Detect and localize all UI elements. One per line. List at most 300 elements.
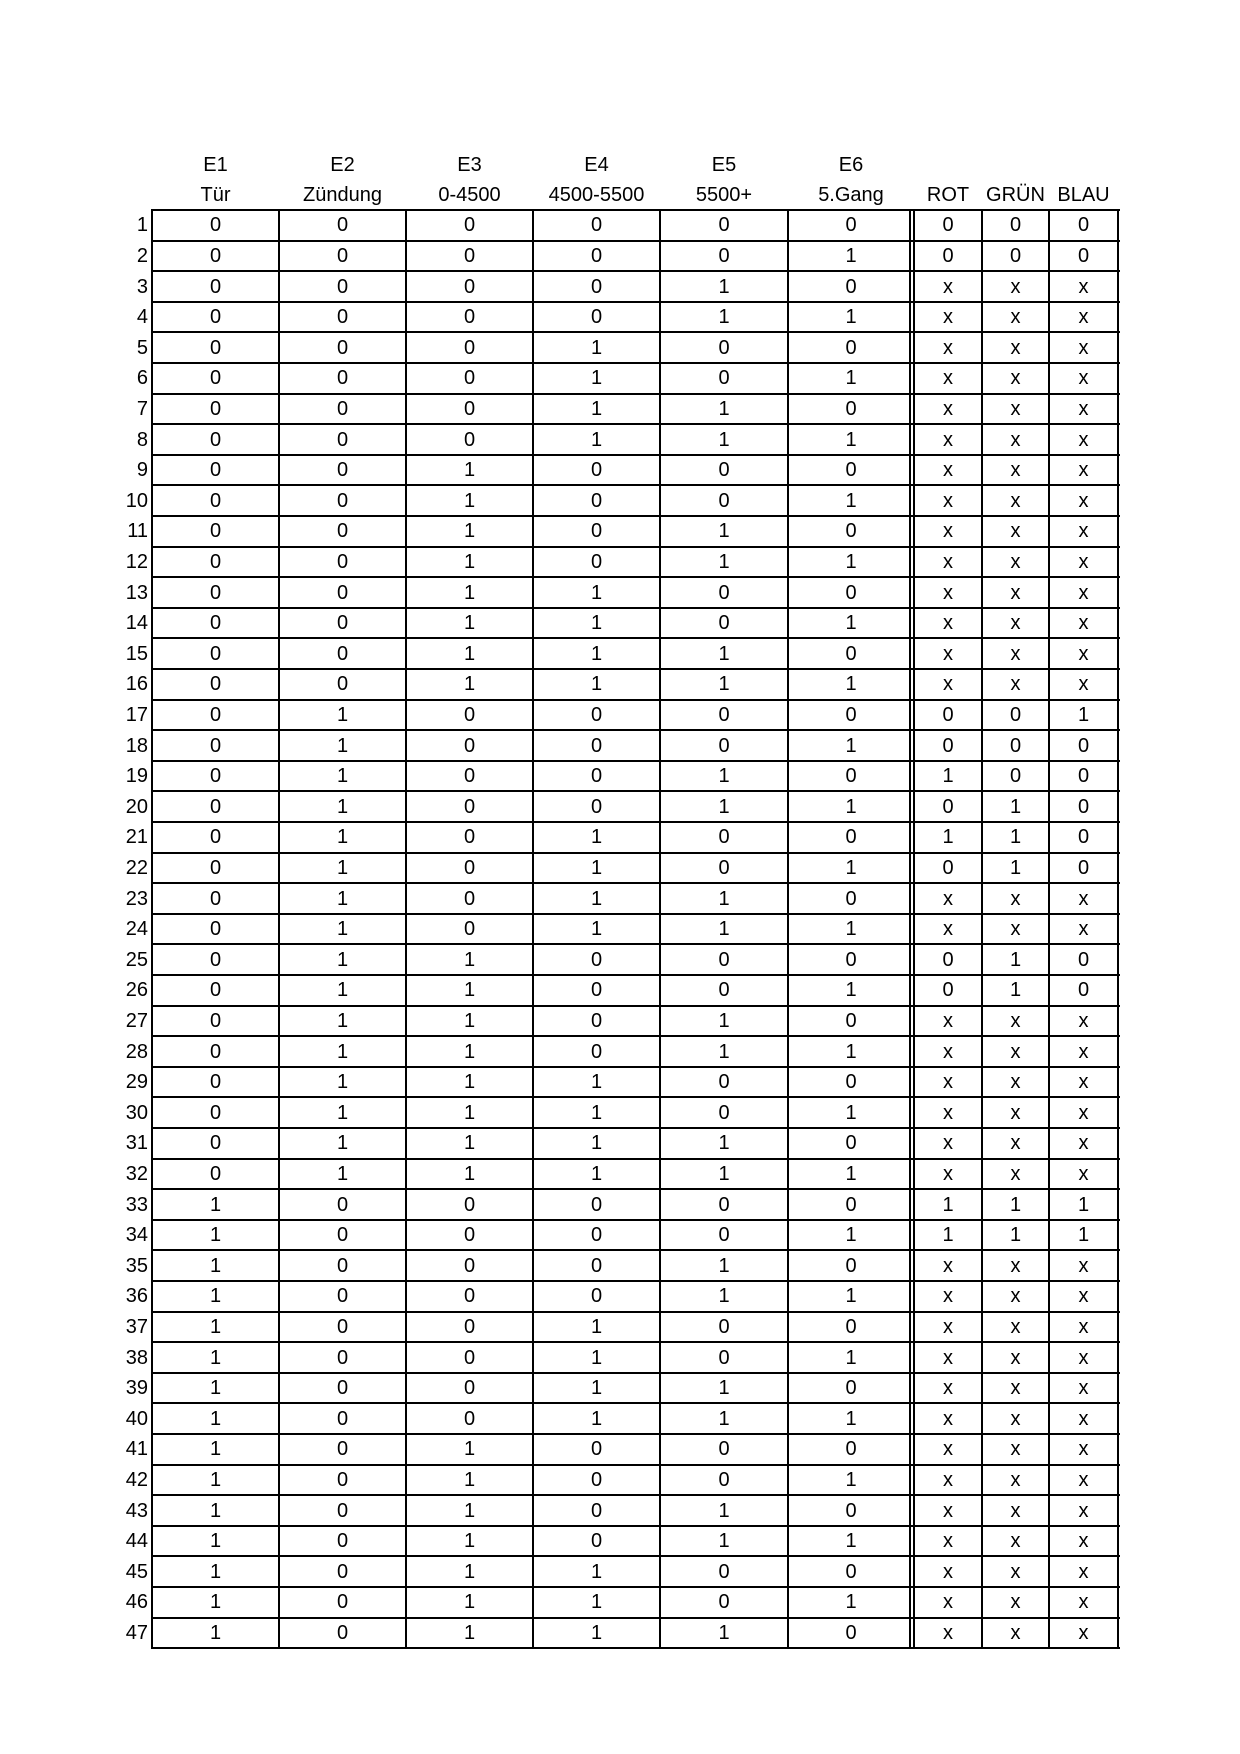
table-cell: 0 [209,918,222,941]
row-divider [152,362,1120,364]
row-number: 16 [125,673,148,696]
table-cell: 1 [336,734,349,757]
column-header-label: 5.Gang [818,184,884,206]
column-divider [659,209,661,1649]
table-cell: x [943,520,953,543]
table-cell: 0 [845,826,857,849]
row-divider [152,913,1120,915]
table-cell: 1 [463,550,476,573]
table-cell: 0 [590,1193,603,1216]
table-cell: x [943,397,953,420]
table-cell: 1 [590,1346,603,1369]
row-divider [152,576,1120,578]
table-cell: 1 [463,1132,476,1155]
row-number: 44 [125,1530,148,1553]
row-number: 20 [125,795,148,818]
table-cell: 1 [590,367,603,390]
table-cell: 0 [336,1591,349,1614]
table-cell: 1 [942,1224,954,1247]
table-cell: 0 [336,1346,349,1369]
table-cell: 1 [1009,795,1022,818]
column-divider [913,209,915,1649]
table-cell: 0 [942,244,954,267]
table-cell: x [1010,1009,1021,1032]
table-cell: 1 [718,428,730,451]
table-cell: 0 [718,581,730,604]
table-cell: 0 [463,765,476,788]
table-cell: 1 [463,1071,476,1094]
table-cell: x [943,489,953,512]
table-cell: 1 [718,1621,730,1644]
row-divider [152,699,1120,701]
table-cell: 1 [336,1101,349,1124]
table-cell: x [1078,1132,1089,1155]
table-cell: 1 [845,428,857,451]
table-cell: 1 [209,1285,222,1308]
column-divider [151,209,153,1649]
table-cell: 1 [209,1193,222,1216]
table-cell: 1 [590,336,603,359]
table-cell: 0 [336,214,349,237]
row-divider [152,1402,1120,1404]
table-cell: 0 [1009,244,1022,267]
table-cell: x [1010,459,1021,482]
table-cell: 1 [463,673,476,696]
row-number: 22 [125,856,148,879]
row-divider [152,1525,1120,1527]
row-number: 15 [125,642,148,665]
table-cell: 1 [718,1530,730,1553]
table-cell: 1 [845,918,857,941]
table-cell: 0 [209,1071,222,1094]
column-header-label: Zündung [303,184,382,206]
table-cell: x [1010,1101,1021,1124]
table-cell: 1 [1077,703,1090,726]
row-number: 21 [125,826,148,849]
table-cell: 0 [942,703,954,726]
table-cell: x [1078,459,1089,482]
table-cell: 1 [463,642,476,665]
table-cell: x [943,1285,953,1308]
table-cell: 1 [590,918,603,941]
table-cell: 1 [718,1132,730,1155]
table-cell: x [1078,1621,1089,1644]
table-cell: x [1010,1377,1021,1400]
table-cell: 0 [1077,765,1090,788]
table-cell: 0 [209,1040,222,1063]
table-cell: 1 [336,1009,349,1032]
table-cell: 1 [845,1407,857,1430]
table-cell: 0 [336,1407,349,1430]
table-cell: 0 [209,642,222,665]
table-cell: 0 [718,1193,730,1216]
table-cell: 1 [718,1009,730,1032]
table-cell: x [1010,1040,1021,1063]
table-cell: 0 [718,367,730,390]
row-number: 30 [125,1101,148,1124]
table-cell: 1 [336,703,349,726]
table-cell: 0 [845,581,857,604]
table-cell: x [943,1101,953,1124]
column-divider-double [909,209,911,1649]
table-cell: 1 [209,1438,222,1461]
table-cell: 0 [590,275,603,298]
table-cell: x [1078,367,1089,390]
table-cell: x [1078,550,1089,573]
table-cell: 1 [845,306,857,329]
table-cell: x [1010,1591,1021,1614]
table-cell: 0 [336,336,349,359]
table-cell: 0 [209,1101,222,1124]
table-cell: 1 [718,887,730,910]
row-number: 4 [136,306,148,329]
table-cell: x [943,1346,953,1369]
table-cell: 1 [1077,1193,1090,1216]
table-cell: x [1010,275,1021,298]
table-cell: 0 [336,642,349,665]
table-cell: 0 [845,1438,857,1461]
table-cell: 0 [718,459,730,482]
table-cell: x [1010,1560,1021,1583]
table-cell: 0 [590,795,603,818]
table-cell: 0 [1077,948,1090,971]
table-cell: 0 [336,581,349,604]
table-cell: x [1078,1438,1089,1461]
table-cell: 0 [463,275,476,298]
table-cell: 0 [209,459,222,482]
row-number: 11 [127,520,148,543]
row-divider [152,393,1120,395]
table-cell: x [1010,1285,1021,1308]
table-cell: x [1078,1285,1089,1308]
table-cell: 0 [942,979,954,1002]
table-cell: 0 [209,673,222,696]
table-cell: 0 [590,1530,603,1553]
table-cell: 0 [1009,214,1022,237]
row-divider [152,1188,1120,1190]
row-divider [152,301,1120,303]
table-cell: x [1010,581,1021,604]
table-cell: x [943,275,953,298]
table-cell: x [1078,428,1089,451]
table-cell: x [1010,1346,1021,1369]
row-divider [152,1127,1120,1129]
row-divider [152,1555,1120,1557]
table-cell: 1 [845,734,857,757]
table-cell: 0 [463,397,476,420]
row-divider [152,1066,1120,1068]
table-cell: x [943,1591,953,1614]
table-cell: 0 [942,734,954,757]
table-cell: 0 [463,367,476,390]
row-divider [152,1586,1120,1588]
table-cell: x [1078,1315,1089,1338]
row-divider [152,1096,1120,1098]
table-cell: x [1010,1438,1021,1461]
row-number: 39 [125,1377,148,1400]
table-cell: 1 [463,1468,476,1491]
table-cell: x [1010,1621,1021,1644]
table-cell: 1 [845,244,857,267]
table-cell: x [943,1315,953,1338]
row-number: 43 [125,1499,148,1522]
table-cell: x [1010,1407,1021,1430]
table-cell: 1 [336,918,349,941]
table-cell: 0 [590,1040,603,1063]
row-divider [152,1341,1120,1343]
row-number: 46 [125,1591,148,1614]
table-cell: 0 [336,1468,349,1491]
table-cell: 0 [845,214,857,237]
table-cell: x [943,1040,953,1063]
table-cell: 1 [336,1071,349,1094]
table-cell: 0 [718,1071,730,1094]
row-divider [152,1647,1120,1649]
table-cell: x [943,1407,953,1430]
table-cell: 1 [463,1040,476,1063]
row-divider [152,270,1120,272]
table-cell: 0 [845,459,857,482]
table-cell: 1 [463,520,476,543]
table-cell: 1 [590,1101,603,1124]
table-cell: 0 [590,765,603,788]
row-divider [152,240,1120,242]
table-cell: 0 [590,979,603,1002]
table-cell: 0 [718,214,730,237]
table-cell: 1 [209,1499,222,1522]
table-cell: 0 [718,612,730,635]
row-divider [152,423,1120,425]
table-cell: 0 [1077,244,1090,267]
row-number: 25 [125,948,148,971]
table-cell: 1 [590,1071,603,1094]
table-cell: 0 [463,1315,476,1338]
table-cell: 1 [463,1009,476,1032]
table-cell: 1 [590,856,603,879]
table-cell: 1 [590,428,603,451]
row-number: 14 [125,612,148,635]
column-header-label: BLAU [1057,184,1110,206]
table-cell: 1 [845,856,857,879]
table-cell: x [1078,1560,1089,1583]
table-cell: 1 [590,1315,603,1338]
row-divider [152,1433,1120,1435]
table-cell: x [943,1009,953,1032]
table-cell: x [1010,1132,1021,1155]
table-cell: 0 [336,1193,349,1216]
table-cell: x [943,336,953,359]
table-cell: x [1078,489,1089,512]
table-cell: 0 [845,336,857,359]
table-cell: 1 [845,673,857,696]
row-divider [152,1464,1120,1466]
table-cell: x [1078,1407,1089,1430]
table-cell: 1 [590,581,603,604]
table-cell: 1 [845,612,857,635]
table-cell: 0 [590,703,603,726]
table-cell: 1 [209,1530,222,1553]
table-cell: 1 [718,1040,730,1063]
table-cell: 0 [590,1438,603,1461]
table-cell: 0 [718,1101,730,1124]
column-header-label: 5500+ [695,184,753,206]
row-divider [152,546,1120,548]
column-divider [405,209,407,1649]
table-cell: 1 [336,1162,349,1185]
table-cell: x [1010,428,1021,451]
table-cell: 0 [590,1254,603,1277]
table-cell: 0 [336,673,349,696]
table-cell: 1 [845,489,857,512]
table-cell: 1 [336,979,349,1002]
row-divider [152,454,1120,456]
row-number: 35 [125,1254,148,1277]
row-divider [152,209,1120,211]
table-cell: 1 [845,1530,857,1553]
table-cell: 1 [209,1315,222,1338]
table-cell: 1 [336,826,349,849]
table-cell: 0 [718,489,730,512]
table-cell: 0 [718,1438,730,1461]
table-cell: 1 [590,642,603,665]
table-cell: 1 [718,1499,730,1522]
table-cell: x [943,1438,953,1461]
row-number: 1 [136,214,148,237]
row-divider [152,668,1120,670]
table-cell: 0 [209,856,222,879]
table-cell: 1 [845,795,857,818]
table-cell: 0 [336,1254,349,1277]
table-cell: 0 [845,703,857,726]
table-cell: 0 [336,275,349,298]
table-cell: 1 [718,275,730,298]
row-number: 17 [125,703,148,726]
row-divider [152,943,1120,945]
table-cell: 1 [336,765,349,788]
table-cell: 1 [209,1346,222,1369]
table-cell: 0 [845,948,857,971]
table-cell: 0 [942,214,954,237]
table-cell: x [1010,642,1021,665]
row-number: 28 [125,1040,148,1063]
table-cell: 1 [590,1377,603,1400]
row-divider [152,852,1120,854]
table-cell: 0 [1077,795,1090,818]
table-cell: x [1078,275,1089,298]
table-cell: x [1078,1530,1089,1553]
table-cell: 0 [845,397,857,420]
table-cell: 1 [718,765,730,788]
column-divider [278,209,280,1649]
table-cell: x [1010,1499,1021,1522]
table-cell: x [1078,1009,1089,1032]
table-cell: 0 [209,275,222,298]
table-cell: 1 [590,1162,603,1185]
table-cell: 0 [718,734,730,757]
table-cell: 1 [463,1560,476,1583]
row-number: 37 [125,1315,148,1338]
table-cell: x [1010,1468,1021,1491]
table-cell: x [1010,612,1021,635]
table-cell: 0 [209,826,222,849]
table-cell: 0 [209,1132,222,1155]
table-cell: 1 [209,1224,222,1247]
table-cell: 1 [209,1407,222,1430]
table-cell: x [943,1377,953,1400]
table-cell: x [1078,918,1089,941]
table-cell: 0 [336,306,349,329]
table-cell: 1 [845,367,857,390]
table-cell: 1 [590,397,603,420]
table-cell: 1 [718,520,730,543]
table-cell: x [1078,1040,1089,1063]
table-cell: x [1078,336,1089,359]
row-divider [152,1372,1120,1374]
table-cell: 0 [718,826,730,849]
table-cell: 0 [336,550,349,573]
row-divider [152,331,1120,333]
column-header-code: E3 [457,154,482,176]
table-cell: 0 [209,765,222,788]
table-cell: 1 [590,1621,603,1644]
table-cell: 0 [209,397,222,420]
table-cell: x [1010,673,1021,696]
table-cell: x [1010,1254,1021,1277]
table-cell: x [1010,397,1021,420]
table-cell: 1 [845,979,857,1002]
table-cell: 1 [718,306,730,329]
table-cell: x [943,1468,953,1491]
table-cell: 0 [845,1621,857,1644]
table-cell: x [943,459,953,482]
table-cell: 1 [718,795,730,818]
table-cell: x [943,1132,953,1155]
table-cell: x [943,367,953,390]
table-cell: 0 [209,306,222,329]
table-cell: x [943,612,953,635]
table-cell: 0 [336,489,349,512]
table-cell: 0 [942,856,954,879]
column-header-label: GRÜN [986,184,1045,206]
row-number: 36 [125,1285,148,1308]
table-cell: 0 [209,214,222,237]
row-divider [152,729,1120,731]
table-cell: 0 [718,244,730,267]
column-header-code: E2 [330,154,355,176]
table-cell: x [1078,1254,1089,1277]
column-divider [981,209,983,1649]
table-cell: 1 [463,581,476,604]
table-cell: x [1078,1346,1089,1369]
table-cell: x [1078,306,1089,329]
table-cell: 1 [463,1621,476,1644]
table-cell: x [943,642,953,665]
row-number: 31 [125,1132,148,1155]
table-cell: 1 [209,1468,222,1491]
table-cell: 0 [336,1499,349,1522]
row-divider [152,1311,1120,1313]
table-cell: 1 [942,826,954,849]
table-cell: 0 [209,489,222,512]
table-cell: 1 [463,1438,476,1461]
table-cell: 1 [1009,948,1022,971]
table-cell: 0 [590,489,603,512]
row-number: 8 [136,428,148,451]
table-cell: 0 [209,336,222,359]
table-cell: 0 [336,244,349,267]
table-cell: 0 [942,948,954,971]
table-cell: 1 [718,673,730,696]
